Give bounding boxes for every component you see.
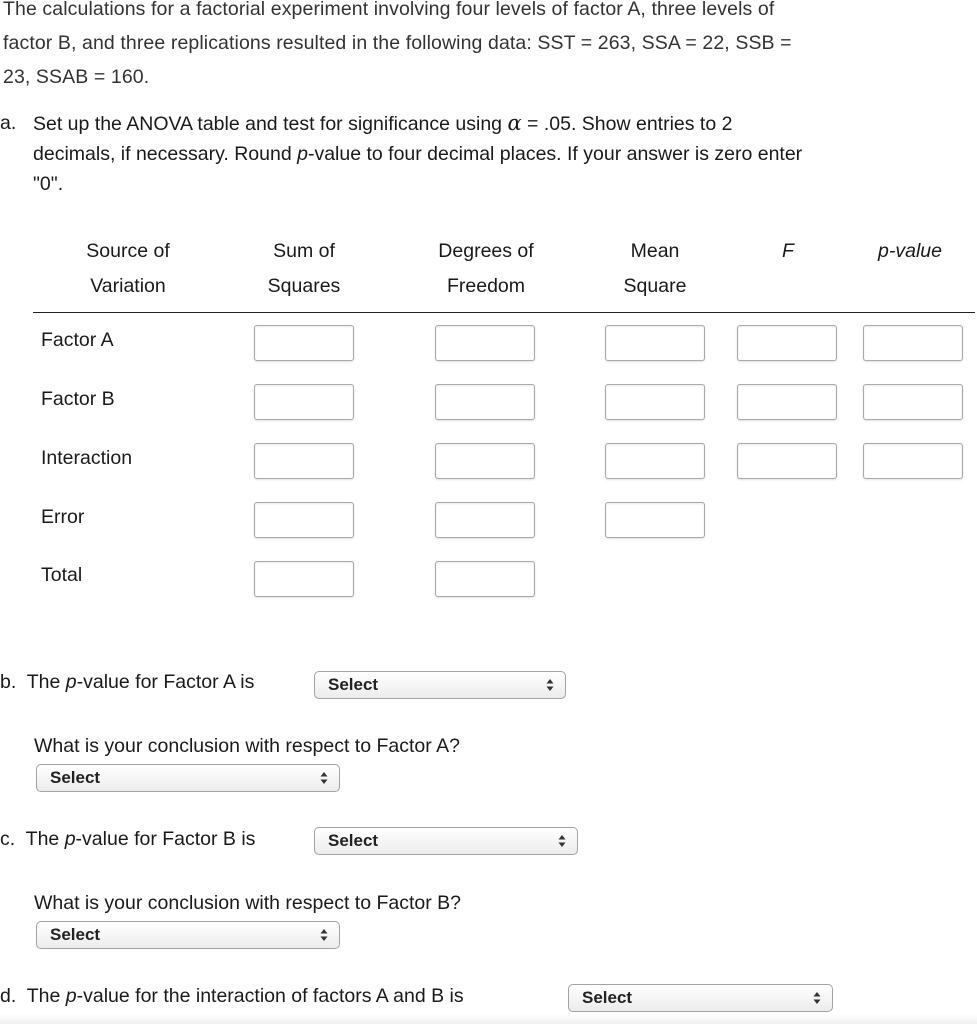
problem-line-1: The calculations for a factorial experiment involving four levels of factor A, three levels of bbox=[3, 0, 775, 20]
interaction-f-input[interactable] bbox=[737, 443, 837, 479]
interaction-ss-input[interactable] bbox=[254, 443, 354, 479]
factor-b-ss-input[interactable] bbox=[254, 384, 354, 420]
select-arrows-icon bbox=[558, 834, 566, 848]
error-ms-input[interactable] bbox=[605, 502, 705, 538]
header-p-value-text: p-value bbox=[878, 240, 942, 262]
factor-b-f-input[interactable] bbox=[737, 384, 837, 420]
factor-b-p-value-input[interactable] bbox=[863, 384, 963, 420]
header-ms-line-1: Mean bbox=[630, 240, 680, 262]
factor-a-df-input[interactable] bbox=[435, 325, 535, 361]
select-arrows-icon bbox=[813, 991, 821, 1005]
factor-b-p-value-select-label: Select bbox=[328, 831, 379, 850]
factor-a-conclusion-select[interactable] bbox=[36, 764, 340, 792]
header-source-line-2: Variation bbox=[90, 275, 166, 297]
part-a-text-4: -value to four decimal places. If your answer is zero enter bbox=[307, 143, 803, 165]
part-a-text-3: decimals, if necessary. Round bbox=[33, 143, 298, 165]
part-c-question bbox=[0, 828, 255, 851]
part-b-p-italic: p bbox=[65, 671, 77, 693]
factor-b-conclusion-select[interactable] bbox=[36, 921, 340, 949]
select-arrows-icon bbox=[320, 771, 328, 785]
part-b-text-post: -value for Factor A is bbox=[76, 671, 255, 693]
total-ss-input[interactable] bbox=[254, 561, 354, 597]
part-a-text-1: Set up the ANOVA table and test for significance using bbox=[33, 113, 508, 135]
table-header-rule bbox=[33, 312, 975, 313]
interaction-p-value-select[interactable] bbox=[568, 984, 833, 1012]
part-c-text-post: -value for Factor B is bbox=[75, 828, 256, 850]
problem-statement bbox=[3, 0, 963, 94]
part-c-p-italic: p bbox=[64, 828, 76, 850]
select-arrows-icon bbox=[546, 678, 554, 692]
part-a-instructions bbox=[0, 108, 960, 199]
part-a-text-5: "0". bbox=[33, 173, 64, 195]
row-label-interaction: Interaction bbox=[41, 447, 133, 469]
error-df-input[interactable] bbox=[435, 502, 535, 538]
interaction-ms-input[interactable] bbox=[605, 443, 705, 479]
factor-b-df-input[interactable] bbox=[435, 384, 535, 420]
part-d-text-pre: The bbox=[26, 985, 66, 1007]
factor-b-conclusion-select-label: Select bbox=[50, 925, 101, 944]
part-b-letter: b. bbox=[0, 671, 17, 693]
factor-a-ss-input[interactable] bbox=[254, 325, 354, 361]
part-c-letter: c. bbox=[0, 828, 16, 850]
select-arrows-icon bbox=[320, 928, 328, 942]
problem-line-2: factor B, and three replications resulted in the following data: SST = 263, SSA = 22, SSB = bbox=[3, 32, 792, 54]
factor-b-ms-input[interactable] bbox=[605, 384, 705, 420]
factor-a-conclusion-select-label: Select bbox=[50, 768, 101, 787]
factor-a-p-value-input[interactable] bbox=[863, 325, 963, 361]
part-a-p-italic: p bbox=[297, 143, 308, 165]
factor-a-conclusion-question: What is your conclusion with respect to Factor A? bbox=[34, 735, 460, 757]
error-ss-input[interactable] bbox=[254, 502, 354, 538]
part-a-letter: a. bbox=[0, 112, 17, 134]
factor-b-p-value-select[interactable] bbox=[314, 827, 578, 855]
part-d-letter: d. bbox=[0, 985, 17, 1007]
part-b-question bbox=[0, 671, 254, 694]
factor-a-p-value-select-label: Select bbox=[328, 675, 379, 694]
part-a-text-2: = .05. Show entries to 2 bbox=[521, 113, 733, 135]
row-label-error: Error bbox=[41, 506, 85, 528]
part-c-text-pre: The bbox=[25, 828, 65, 850]
header-ms-line-2: Square bbox=[623, 275, 687, 297]
total-df-input[interactable] bbox=[435, 561, 535, 597]
header-mean-square bbox=[595, 234, 715, 304]
header-source-of-variation bbox=[58, 234, 198, 304]
alpha-symbol: α bbox=[507, 111, 522, 135]
interaction-p-value-input[interactable] bbox=[863, 443, 963, 479]
bottom-fade bbox=[0, 1014, 977, 1024]
header-ss-line-1: Sum of bbox=[273, 240, 335, 262]
header-sum-of-squares bbox=[234, 234, 374, 304]
part-b-text-pre: The bbox=[26, 671, 66, 693]
factor-a-p-value-select[interactable] bbox=[314, 671, 566, 699]
header-p-value bbox=[855, 234, 965, 269]
header-df-line-2: Freedom bbox=[446, 275, 526, 297]
header-f: F bbox=[782, 240, 794, 262]
part-d-text-post: -value for the interaction of factors A and B is bbox=[76, 985, 464, 1007]
factor-b-conclusion-question: What is your conclusion with respect to Factor B? bbox=[34, 892, 462, 914]
interaction-df-input[interactable] bbox=[435, 443, 535, 479]
factor-a-f-input[interactable] bbox=[737, 325, 837, 361]
part-d-p-italic: p bbox=[65, 985, 77, 1007]
header-source-line-1: Source of bbox=[86, 240, 170, 262]
interaction-p-value-select-label: Select bbox=[582, 988, 633, 1007]
header-degrees-of-freedom bbox=[406, 234, 566, 304]
row-label-factor-a: Factor A bbox=[41, 329, 114, 351]
factor-a-ms-input[interactable] bbox=[605, 325, 705, 361]
row-label-factor-b: Factor B bbox=[41, 388, 115, 410]
header-ss-line-2: Squares bbox=[267, 275, 341, 297]
part-d-question bbox=[0, 985, 464, 1008]
row-label-total: Total bbox=[41, 564, 83, 586]
problem-line-3: 23, SSAB = 160. bbox=[3, 66, 150, 88]
header-df-line-1: Degrees of bbox=[438, 240, 534, 262]
